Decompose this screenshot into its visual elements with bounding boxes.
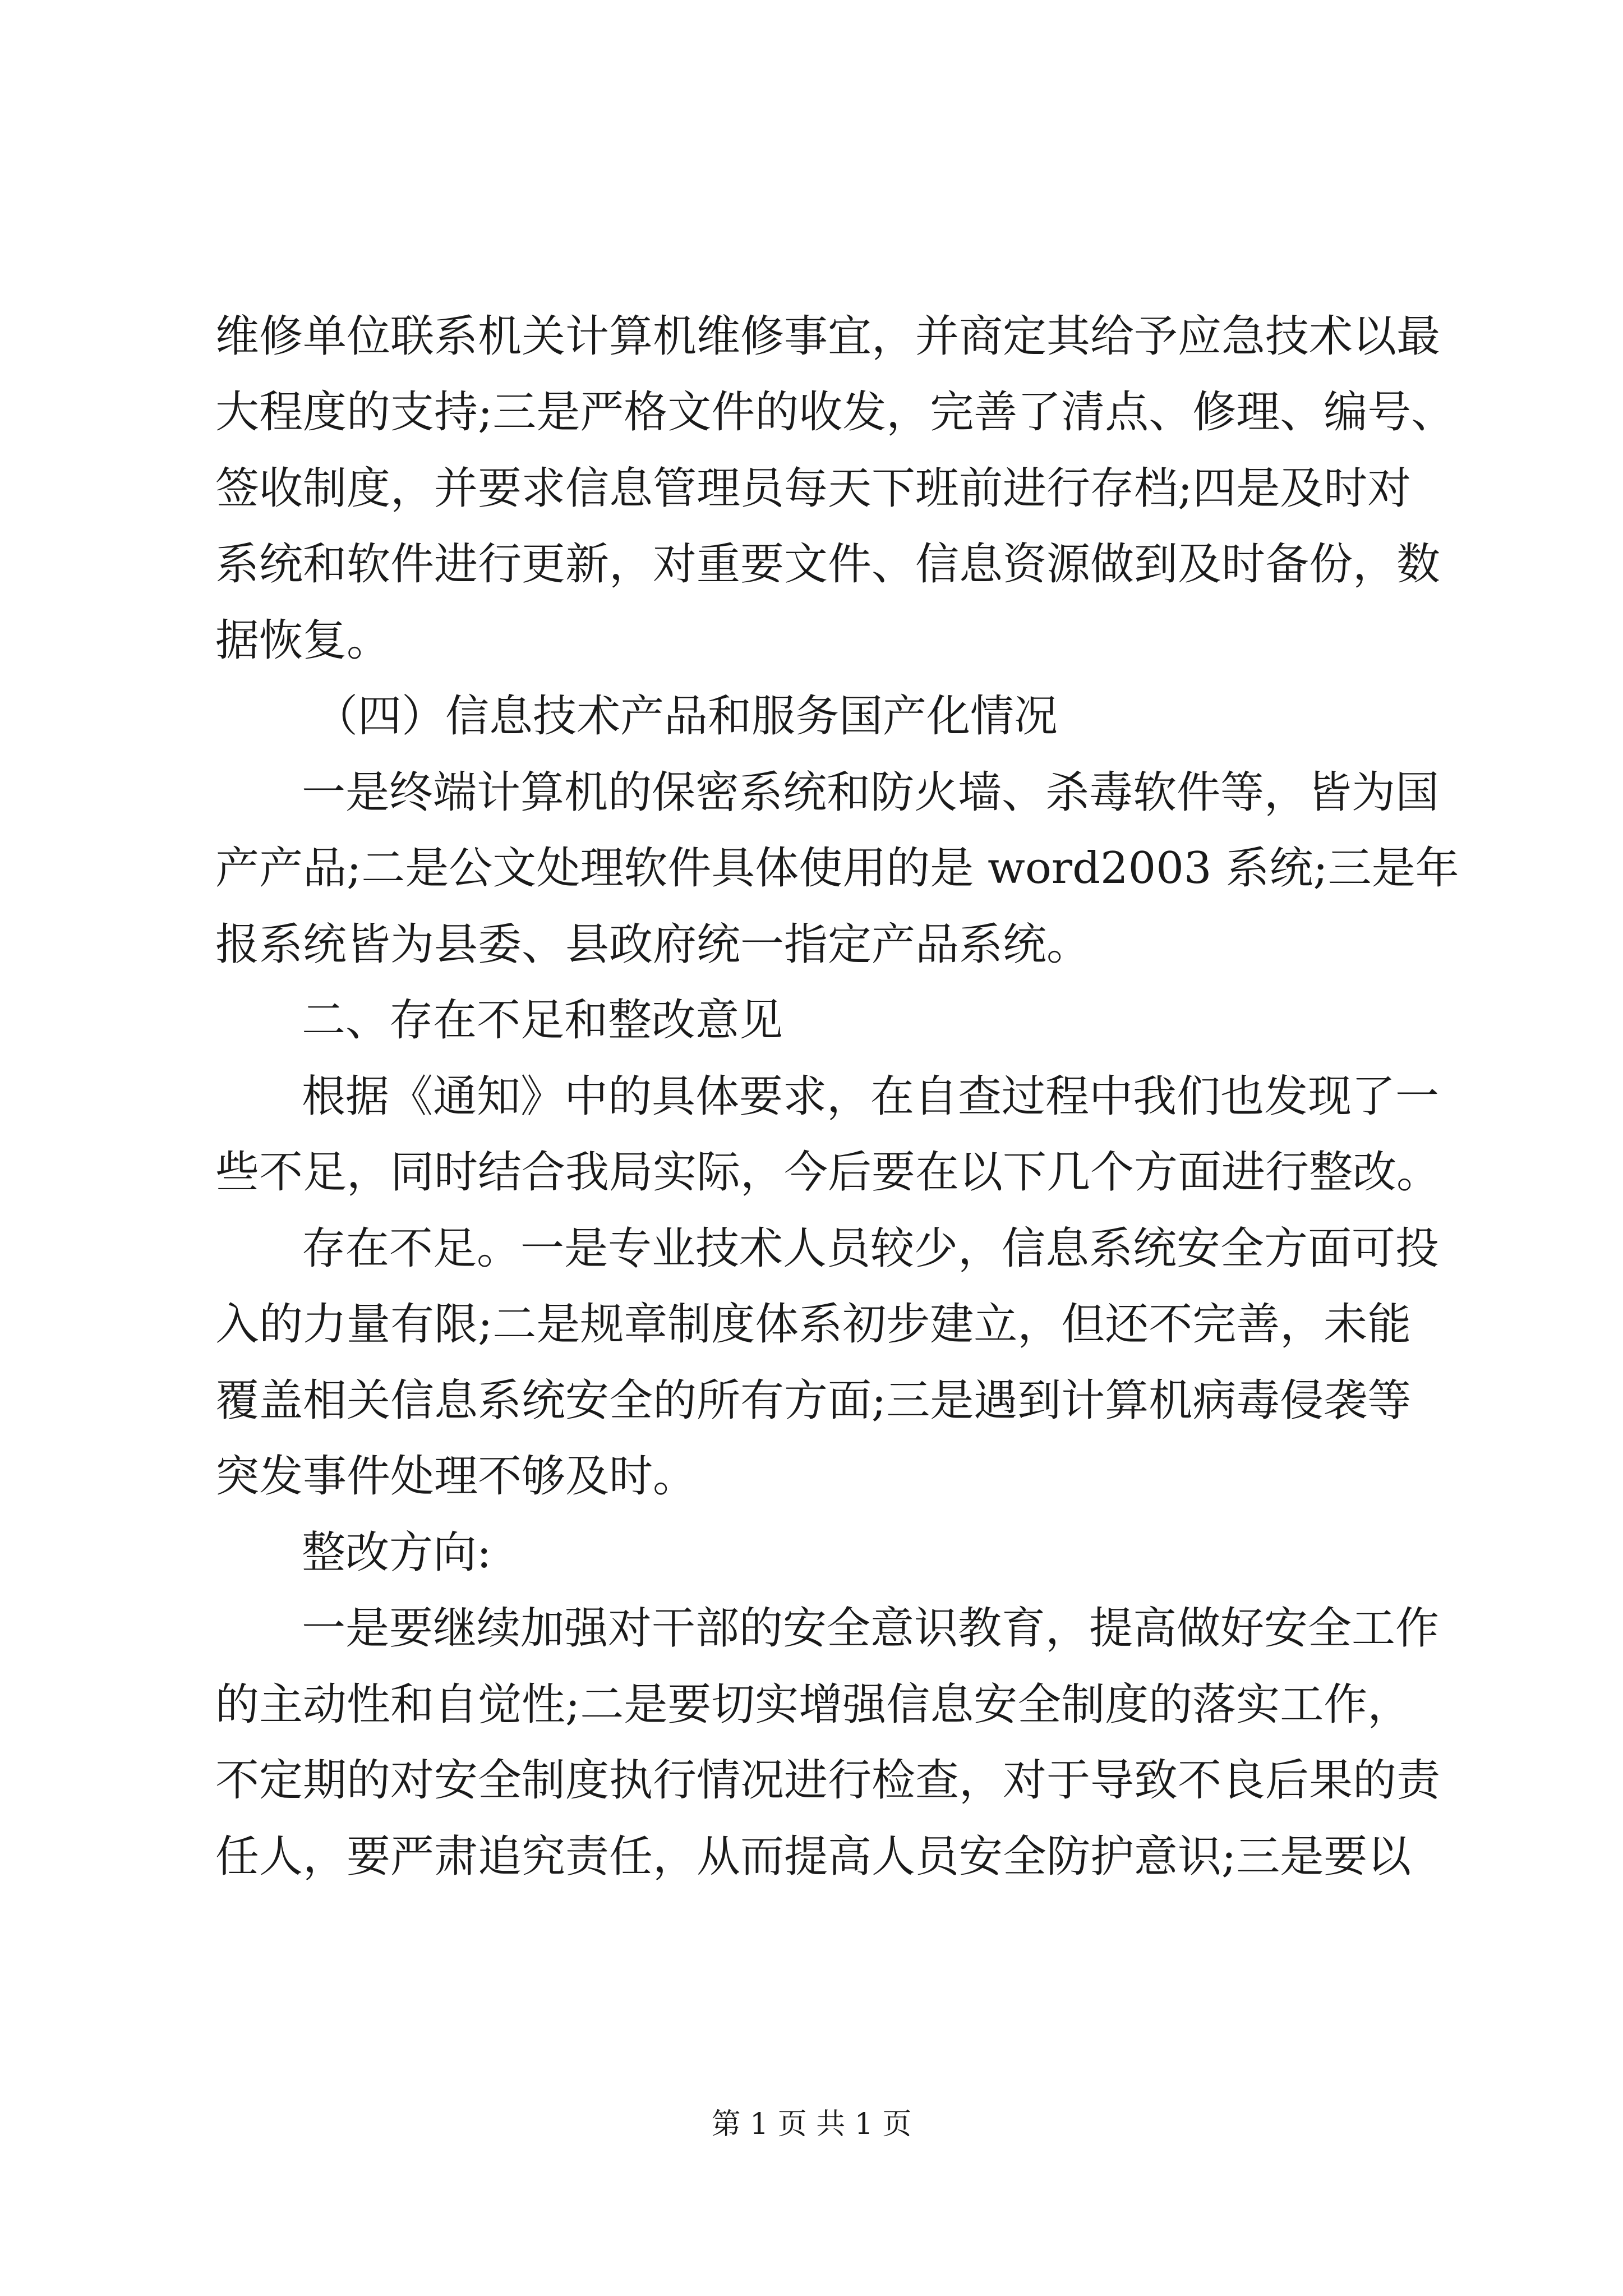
text-line: 据恢复。 xyxy=(215,615,391,666)
text-line: 些不足，同时结合我局实际，今后要在以下几个方面进行整改。 xyxy=(215,1147,1441,1198)
text-line: 产产品;二是公文处理软件具体使用的是 word2003 系统;三是年 xyxy=(215,843,1459,894)
text-line: 整改方向: xyxy=(302,1527,492,1578)
text-line: 根据《通知》中的具体要求，在自查过程中我们也发现了一 xyxy=(302,1071,1440,1122)
text-line: 覆盖相关信息系统安全的所有方面;三是遇到计算机病毒侵袭等 xyxy=(215,1375,1412,1426)
text-line: 突发事件处理不够及时。 xyxy=(215,1451,697,1502)
text-line: 系统和软件进行更新，对重要文件、信息资源做到及时备份，数 xyxy=(215,539,1441,590)
text-line: 维修单位联系机关计算机维修事宜，并商定其给予应急技术以最 xyxy=(215,311,1441,362)
text-line: 一是要继续加强对干部的安全意识教育，提高做好安全工作 xyxy=(302,1603,1440,1654)
text-line: 不定期的对安全制度执行情况进行检查，对于导致不良后果的责 xyxy=(215,1755,1441,1806)
text-line: 大程度的支持;三是严格文件的收发，完善了清点、修理、编号、 xyxy=(215,387,1455,438)
text-line: 报系统皆为县委、县政府统一指定产品系统。 xyxy=(215,919,1091,970)
section-heading: 二、存在不足和整改意见 xyxy=(302,995,783,1046)
text-line: 签收制度，并要求信息管理员每天下班前进行存档;四是及时对 xyxy=(215,463,1412,514)
text-line: 存在不足。一是专业技术人员较少，信息系统安全方面可投 xyxy=(302,1223,1440,1274)
section-heading: （四）信息技术产品和服务国产化情况 xyxy=(314,691,1058,742)
text-line: 任人，要严肃追究责任，从而提高人员安全防护意识;三是要以 xyxy=(215,1832,1412,1882)
text-line: 入的力量有限;二是规章制度体系初步建立，但还不完善，未能 xyxy=(215,1299,1412,1350)
text-line: 的主动性和自觉性;二是要切实增强信息安全制度的落实工作， xyxy=(215,1680,1412,1730)
text-line: 一是终端计算机的保密系统和防火墙、杀毒软件等，皆为国 xyxy=(302,767,1440,818)
page-footer: 第 1 页 共 1 页 xyxy=(711,2108,912,2141)
